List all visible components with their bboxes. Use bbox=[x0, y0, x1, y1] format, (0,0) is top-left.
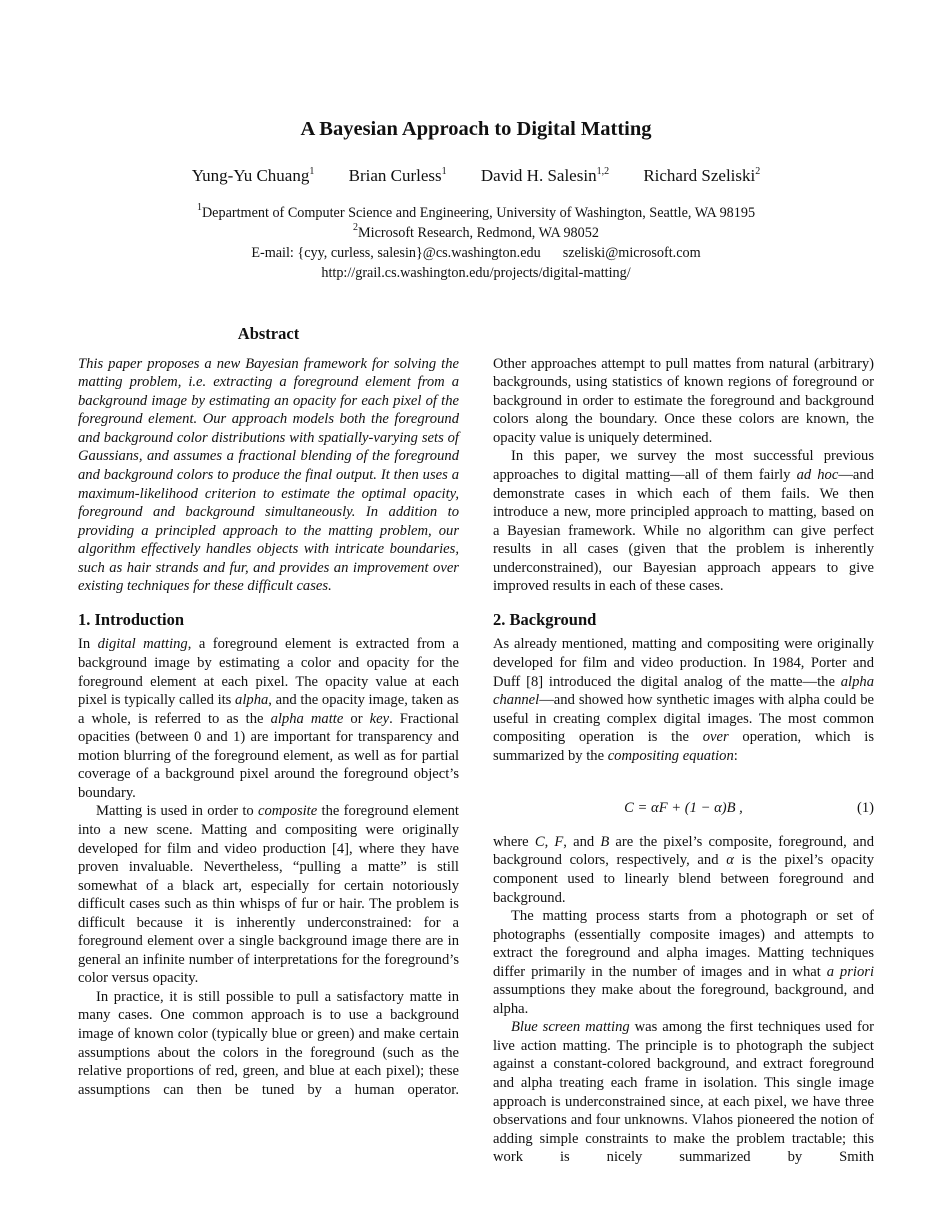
affiliation-mark: 1,2 bbox=[596, 166, 610, 177]
emphasized-text: Blue screen matting bbox=[511, 1019, 630, 1036]
affiliation-mark: 2 bbox=[755, 166, 761, 177]
paragraph bbox=[78, 635, 459, 802]
project-url: http://grail.cs.washington.edu/projects/digital-matting/ bbox=[321, 265, 631, 281]
abstract-heading: Abstract bbox=[237, 324, 300, 343]
emphasized-text: C bbox=[534, 833, 545, 850]
affiliation-mark: 1 bbox=[441, 166, 447, 177]
author bbox=[643, 166, 760, 185]
author-name: Brian Curless bbox=[348, 166, 442, 185]
author bbox=[192, 166, 315, 185]
background-body bbox=[493, 635, 874, 765]
emphasized-text: digital matting bbox=[97, 636, 188, 653]
text-run: , bbox=[544, 833, 555, 850]
intro-body bbox=[78, 635, 459, 1099]
author-list bbox=[0, 166, 952, 186]
text-run: In this paper, we survey the most successful previous approaches to digital matting—all of them fairly bbox=[493, 448, 874, 483]
background-body-continued bbox=[493, 833, 874, 1167]
affiliation-mark: 2 bbox=[353, 222, 359, 233]
emphasized-text: composite bbox=[258, 803, 318, 820]
author-name: David H. Salesin bbox=[480, 166, 597, 185]
emphasized-text: key bbox=[369, 710, 390, 727]
emphasized-text: α bbox=[726, 852, 734, 869]
text-run: are the pixel’s composite, foreground, and background colors, respectively, and bbox=[493, 833, 874, 869]
paragraph bbox=[78, 988, 459, 1099]
emphasized-text: alpha bbox=[235, 692, 269, 709]
emphasized-text: over bbox=[702, 729, 729, 746]
affiliation-mark: 1 bbox=[309, 166, 315, 177]
author bbox=[349, 166, 447, 185]
left-column bbox=[78, 324, 459, 1099]
emphasized-text: F bbox=[554, 833, 564, 850]
text-run: —and demonstrate cases in which each of them fails. We then introduce a new, more principled approach to matting, based on a Bayesian framework. While no algorithm can give perfect results in all cases (given that the problem is inherently underconstrained), our Bayesian approach appears to give improved results in each of these cases. bbox=[493, 466, 874, 595]
affiliation-2 bbox=[0, 223, 952, 243]
affiliation-text: Department of Computer Science and Engineering, University of Washington, Seattle, WA 98195 bbox=[201, 205, 756, 221]
paragraph bbox=[493, 833, 874, 907]
text-run: As already mentioned, matting and compositing were originally developed for film and video production. In 1984, Porter and Duff [8] introduced the digital analog of the matte—the bbox=[493, 636, 874, 690]
paper-title: A Bayesian Approach to Digital Matting bbox=[300, 118, 652, 140]
paragraph bbox=[493, 355, 874, 448]
email-msr: szeliski@microsoft.com bbox=[562, 245, 701, 261]
text-run: Other approaches attempt to pull mattes from natural (arbitrary) backgrounds, using statistics of known regions of foreground or background in order to estimate the foreground and background colors along the boundary. Once these colors are known, the opacity value is uniquely determined. bbox=[493, 355, 874, 446]
equation-text: C = αF + (1 − α)B , bbox=[624, 800, 743, 817]
text-run: , and the opacity image, taken as a whole, is referred to as the bbox=[78, 692, 459, 727]
text-run: or bbox=[343, 710, 370, 727]
section-heading-background: 2. Background bbox=[493, 609, 597, 629]
intro-body-continued bbox=[493, 355, 874, 596]
text-run: . Fractional opacities (between 0 and 1) are important for transparency and motion blurring of the foreground element, as well as for partial coverage of a background pixel around the foreground object’s boundary. bbox=[78, 710, 459, 801]
paragraph bbox=[493, 1018, 874, 1166]
emphasized-text: ad hoc bbox=[796, 466, 839, 483]
text-run: —and showed how synthetic images with alpha could be useful in creating complex digital images. The most common compositing operation is the bbox=[493, 692, 874, 746]
emphasized-text: B bbox=[600, 833, 610, 850]
email-line bbox=[0, 243, 952, 263]
text-run: Matting is used in order to bbox=[96, 803, 259, 820]
text-run: , and bbox=[563, 833, 601, 850]
text-run: assumptions they make about the foreground, background, and alpha. bbox=[493, 982, 874, 1017]
paragraph bbox=[493, 635, 874, 765]
text-run: , a foreground element is extracted from a background image by estimating a color and opacity for the foreground element at each pixel. The opacity value at each pixel is typically called its bbox=[78, 636, 459, 709]
text-run: is the pixel’s opacity component used to linearly blend between foreground and background. bbox=[493, 852, 874, 906]
affiliations bbox=[0, 203, 952, 283]
affiliation-1 bbox=[0, 203, 952, 223]
text-run: In practice, it is still possible to pull a satisfactory matte in many cases. One common approach is to use a background image of known color (typically blue or green) and make certain assumptions about the colors in the foreground (such as the relative proportions of red, green, and blue at each pixel); these assumptions can then be tuned by a human operator. bbox=[78, 988, 459, 1098]
paragraph bbox=[493, 907, 874, 1018]
author-name: Yung-Yu Chuang bbox=[191, 166, 310, 185]
text-run: was among the first techniques used for live action matting. The principle is to photograph the subject against a constant-colored background, and extract foreground and alpha treating each frame in isolation. This single image approach is underconstrained since, at each pixel, we have three observations and four unknowns. Vlahos pioneered the notion of adding simple constraints to make the problem tractable; this work is nicely summarized by Smith bbox=[493, 1019, 874, 1166]
emphasized-text: compositing equation bbox=[607, 747, 734, 764]
author-name: Richard Szeliski bbox=[643, 166, 756, 185]
affiliation-mark: 1 bbox=[196, 202, 202, 213]
text-run: : bbox=[733, 747, 738, 764]
section-heading-introduction: 1. Introduction bbox=[78, 609, 185, 629]
paragraph bbox=[493, 447, 874, 595]
text-run: In bbox=[78, 636, 98, 653]
compositing-equation bbox=[493, 799, 874, 818]
emphasized-text: alpha channel bbox=[493, 673, 874, 709]
text-run: the foreground element into a new scene. Matting and compositing were originally developed for film and video production [4], where they have proven invaluable. Nevertheless, “pulling a matte” is still somewhat of a black art, especially for certain notoriously difficult cases such as thin whisps of fur or hair. The problem is difficult because it is inherently underconstrained: for a foreground element over a single background image there are in general an infinite number of interpretations for the foreground’s color versus opacity. bbox=[78, 803, 459, 987]
text-run: where bbox=[493, 833, 535, 850]
equation-number: (1) bbox=[856, 800, 874, 817]
abstract-text: This paper proposes a new Bayesian framework for solving the matting problem, i.e. extracting a foreground element from a background image by estimating an opacity for each pixel of the foreground element. Our approach models both the foreground and background color distributions with spatially-varying sets of Gaussians, and assumes a fractional blending of the foreground and background colors to produce the final output. It then uses a maximum-likelihood criterion to estimate the optimal opacity, foreground and background simultaneously. In addition to providing a principled approach to the matting problem, our algorithm effectively handles objects with intricate boundaries, such as hair strands and fur, and provides an improvement over existing techniques for these difficult cases. bbox=[78, 355, 459, 595]
paragraph bbox=[78, 802, 459, 987]
affiliation-text: Microsoft Research, Redmond, WA 98052 bbox=[358, 225, 599, 241]
author bbox=[481, 166, 609, 185]
text-run: operation, which is summarized by the bbox=[493, 729, 874, 764]
right-column bbox=[493, 355, 874, 1167]
emphasized-text: alpha matte bbox=[270, 710, 344, 727]
emphasized-text: a priori bbox=[826, 963, 874, 980]
text-run: The matting process starts from a photograph or set of photographs (essentially composite images) and attempts to extract the foreground and alpha images. Matting techniques differ primarily in the number of images and in what bbox=[493, 908, 874, 980]
email-uw: E-mail: {cyy, curless, salesin}@cs.washington.edu bbox=[251, 245, 541, 261]
